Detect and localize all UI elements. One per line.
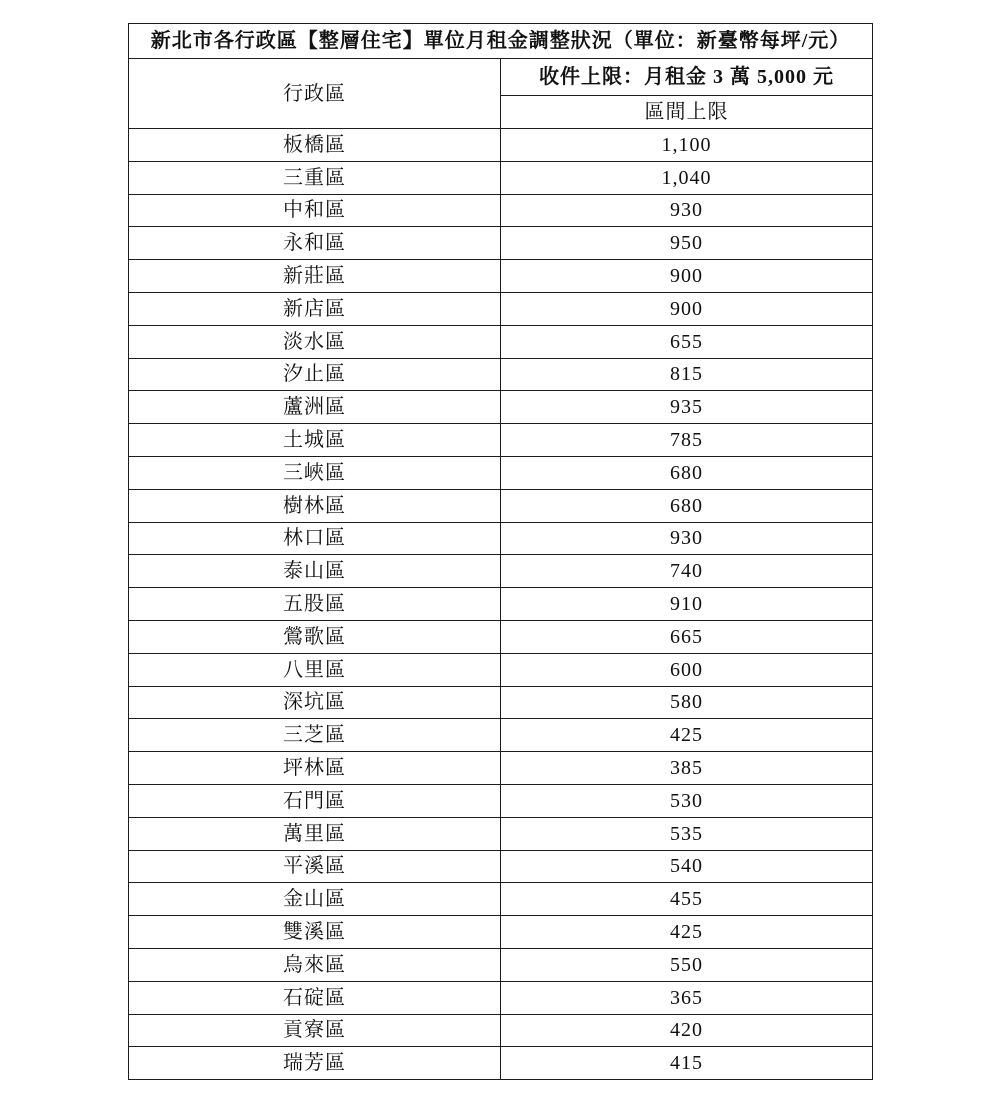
cap-value-cell: 425 <box>501 916 873 949</box>
table-row <box>129 555 873 588</box>
cap-value-cell: 600 <box>501 653 873 686</box>
cap-value-cell: 530 <box>501 784 873 817</box>
cap-value-cell: 385 <box>501 752 873 785</box>
acceptance-limit-header: 收件上限：月租金 3 萬 5,000 元 <box>501 59 873 96</box>
district-cell: 深坑區 <box>129 686 501 719</box>
table-row <box>129 850 873 883</box>
table-row <box>129 194 873 227</box>
table-row <box>129 653 873 686</box>
table-row <box>129 424 873 457</box>
district-cell: 新莊區 <box>129 260 501 293</box>
table-title: 新北市各行政區【整層住宅】單位月租金調整狀況（單位：新臺幣每坪/元） <box>129 24 873 59</box>
table-row <box>129 883 873 916</box>
district-cell: 萬里區 <box>129 817 501 850</box>
cap-value-cell: 420 <box>501 1014 873 1047</box>
cap-value-cell: 535 <box>501 817 873 850</box>
cap-value-cell: 910 <box>501 588 873 621</box>
district-cell: 中和區 <box>129 194 501 227</box>
cap-value-cell: 655 <box>501 325 873 358</box>
table-row <box>129 981 873 1014</box>
district-cell: 三峽區 <box>129 456 501 489</box>
district-cell: 鶯歌區 <box>129 620 501 653</box>
table-row <box>129 817 873 850</box>
header-row-1 <box>129 59 873 96</box>
table-row <box>129 1014 873 1047</box>
table-row <box>129 129 873 162</box>
table-row <box>129 620 873 653</box>
district-cell: 貢寮區 <box>129 1014 501 1047</box>
district-cell: 瑞芳區 <box>129 1047 501 1080</box>
district-cell: 坪林區 <box>129 752 501 785</box>
district-cell: 新店區 <box>129 292 501 325</box>
table-row <box>129 292 873 325</box>
cap-value-cell: 815 <box>501 358 873 391</box>
cap-value-cell: 900 <box>501 260 873 293</box>
cap-value-cell: 930 <box>501 194 873 227</box>
table-row <box>129 948 873 981</box>
rent-adjustment-table <box>128 23 873 1080</box>
table-row <box>129 325 873 358</box>
district-cell: 土城區 <box>129 424 501 457</box>
table-row <box>129 719 873 752</box>
table-row <box>129 784 873 817</box>
cap-value-cell: 540 <box>501 850 873 883</box>
cap-value-cell: 1,040 <box>501 161 873 194</box>
district-cell: 淡水區 <box>129 325 501 358</box>
cap-value-cell: 785 <box>501 424 873 457</box>
title-row <box>129 24 873 59</box>
cap-value-cell: 950 <box>501 227 873 260</box>
cap-value-cell: 1,100 <box>501 129 873 162</box>
cap-value-cell: 740 <box>501 555 873 588</box>
table-row <box>129 522 873 555</box>
table-row <box>129 161 873 194</box>
district-cell: 三芝區 <box>129 719 501 752</box>
table-row <box>129 686 873 719</box>
table-row <box>129 1047 873 1080</box>
table-row <box>129 588 873 621</box>
cap-value-cell: 935 <box>501 391 873 424</box>
district-cell: 林口區 <box>129 522 501 555</box>
table-row <box>129 752 873 785</box>
district-cell: 石門區 <box>129 784 501 817</box>
cap-value-cell: 550 <box>501 948 873 981</box>
table-row <box>129 358 873 391</box>
cap-value-cell: 425 <box>501 719 873 752</box>
district-cell: 泰山區 <box>129 555 501 588</box>
cap-value-cell: 930 <box>501 522 873 555</box>
cap-value-cell: 665 <box>501 620 873 653</box>
cap-value-cell: 365 <box>501 981 873 1014</box>
table-row <box>129 456 873 489</box>
district-cell: 樹林區 <box>129 489 501 522</box>
table-row <box>129 227 873 260</box>
cap-value-cell: 580 <box>501 686 873 719</box>
district-cell: 汐止區 <box>129 358 501 391</box>
district-column-header: 行政區 <box>129 59 501 129</box>
table-row <box>129 489 873 522</box>
district-cell: 金山區 <box>129 883 501 916</box>
district-cell: 石碇區 <box>129 981 501 1014</box>
cap-value-cell: 415 <box>501 1047 873 1080</box>
table-row <box>129 391 873 424</box>
table-row <box>129 260 873 293</box>
cap-value-cell: 680 <box>501 489 873 522</box>
cap-value-cell: 680 <box>501 456 873 489</box>
district-cell: 烏來區 <box>129 948 501 981</box>
district-cell: 五股區 <box>129 588 501 621</box>
district-cell: 八里區 <box>129 653 501 686</box>
district-cell: 三重區 <box>129 161 501 194</box>
cap-value-cell: 455 <box>501 883 873 916</box>
table-body <box>129 129 873 1080</box>
district-cell: 蘆洲區 <box>129 391 501 424</box>
cap-value-cell: 900 <box>501 292 873 325</box>
interval-cap-header: 區間上限 <box>501 96 873 129</box>
table-row <box>129 916 873 949</box>
district-cell: 平溪區 <box>129 850 501 883</box>
district-cell: 雙溪區 <box>129 916 501 949</box>
district-cell: 永和區 <box>129 227 501 260</box>
district-cell: 板橋區 <box>129 129 501 162</box>
